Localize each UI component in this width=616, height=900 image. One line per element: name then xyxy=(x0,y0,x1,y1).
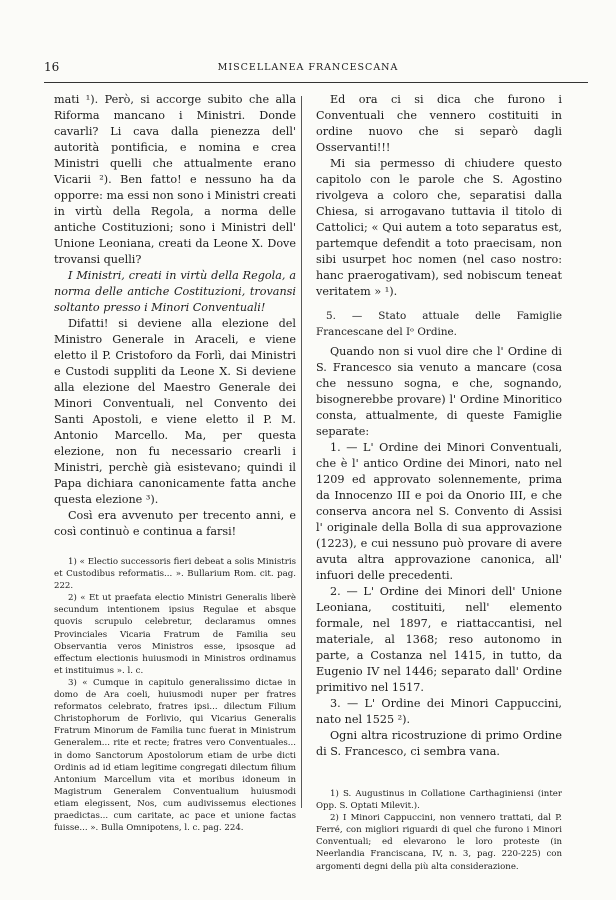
left-footnotes xyxy=(54,556,296,834)
left-paragraph-1: mati ¹). Però, si accorge subito che alla Riforma mancano i Ministri. Donde cavarli? Li cava dalla pienezza dell' autorità pontificia, e nomina e crea Ministri quelli che attualmente erano Vicarii ²). Ben fatto! e nessuno ha da opporre: ma essi non sono i Ministri creati in virtù della Regola, a norma delle antiche Costituzioni; sono i Ministri dell' Unione Leoniana, creati da Leone X. Dove trovansi quelli? xyxy=(54,93,296,266)
right-column xyxy=(316,92,562,873)
right-paragraph-2: Mi sia permesso di chiudere questo capitolo con le parole che S. Agostino rivolgeva a coloro che, separatisi dalla Chiesa, si arrogavano tuttavia il titolo di Cattolici; « Qui autem a toto separatus est, partemque defendit a toto praecisam, non sibi usurpet hoc nomen (nel caso nostro: hanc praerogativam), sed nobiscum teneat veritatem » ¹). xyxy=(316,157,562,298)
section-heading: 5. — Stato attuale delle Famiglie Francescane del Iᵒ Ordine. xyxy=(316,310,562,338)
right-paragraph-3: Quando non si vuol dire che l' Ordine di S. Francesco sia venuto a mancare (cosa che nessuno sogna, e che, sognando, bisognerebbe provare) l' Ordine Minoritico consta, attualmente, di queste Famiglie separate: xyxy=(316,345,562,438)
left-paragraph-3: Difatti! si deviene alla elezione del Ministro Generale in Araceli, e viene eletto il P. Cristoforo da Forlì, dai Ministri e Custodi suppliti da Leone X. Si deviene alla elezione del Maestro Generale dei Minori Conventuali, nel Convento dei Santi Apostoli, e viene eletto il P. M. Antonio Marcello. Ma, per questa elezione, non fu necessario crearli i Ministri, perchè già esistevano; quindi il Papa dichiara canonicamente fatta anche questa elezione ³). xyxy=(54,317,296,506)
left-paragraph-2: I Ministri, creati in virtù della Regola, a norma delle antiche Costituzioni, trovansi soltanto presso i Minori Conventuali! xyxy=(54,269,296,314)
list-item-1: 1. — L' Ordine dei Minori Conventuali, che è l' antico Ordine dei Minori, nato nel 1209 ed approvato solennemente, prima da Innocenzo III e poi da Onorio III, e che conserva ancora nel S. Convento di Assisi l' originale della Bolla di sua approvazione (1223), e cui nessuno può provare di avere avuta altra approvazione canonica, all' infuori delle precedenti. xyxy=(316,441,562,582)
list-item-3: 3. — L' Ordine dei Minori Cappuccini, nato nel 1525 ²). xyxy=(316,697,562,726)
column-divider xyxy=(301,96,302,808)
left-paragraph-4: Così era avvenuto per trecento anni, e così continuò e continua a farsi! xyxy=(54,509,296,538)
page-number: 16 xyxy=(44,60,60,74)
footnote-right-2: 2) I Minori Cappuccini, non vennero trattati, dal P. Ferré, con migliori riguardi di quel che furono i Minori Conventuali; ed elevarono le loro proteste (in Neerlandia Franciscana, IV, n. 3, pag. 220-225) con argomenti degni della più alta considerazione. xyxy=(316,813,562,872)
left-column xyxy=(54,92,296,834)
footnote-left-2: 2) « Et ut praefata electio Ministri Generalis liberè secundum intentionem ipsius Regulae et absque quovis scrupulo celebretur, declaramus omnes Provinciales Vicaria Fratrum de Familia seu Observantia veros Ministros esse, ipsosque ad effectum electionis huiusmodi in Ministros ordinamus et instituimus ». l. c. xyxy=(54,593,296,676)
list-item-2: 2. — L' Ordine dei Minori dell' Unione Leoniana, costituiti, nell' elemento formale, nel 1897, e riattaccantisi, nel materiale, al 1368; reso autonomo in parte, a Costanza nel 1415, in tutto, da Eugenio IV nel 1446; separato dall' Ordine primitivo nel 1517. xyxy=(316,585,562,694)
right-paragraph-1: Ed ora ci si dica che furono i Conventuali che vennero costituiti in ordine nuovo che si separò dagli Osservanti!!! xyxy=(316,93,562,154)
footnote-left-3: 3) « Cumque in capitulo generalissimo dictae in domo de Ara coeli, huiusmodi nuper per fratres reformatos celebrato, fratres ipsi... dilectum Filium Christophorum de Forlivio, qui Vicarius Generalis Fratrum Minorum de Familia tunc fuerat in Ministrum Generalem... rite et recte; fratres vero Conventuales... in domo Sanctorum Apostolorum etiam de urbe dicti Ordinis ad id etiam legitime congregati dilectum filium Antonium Marcellum vita et moribus idoneum in Magistrum Generalem Conventualium huiusmodi etiam elegissent, Nos, cum audivissemus electiones praedictas... cum caritate, ac pace et unione factas fuisse... ». Bulla Omnipotens, l. c. pag. 224. xyxy=(54,677,296,834)
right-paragraph-4: Ogni altra ricostruzione di primo Ordine di S. Francesco, ci sembra vana. xyxy=(316,729,562,758)
footnote-left-1: 1) « Electio successoris fieri debeat a solis Ministris et Custodibus reformatis... ». Bullarium Rom. cit. pag. 222. xyxy=(54,557,296,592)
footnote-right-1: 1) S. Augustinus in Collatione Carthaginiensi (inter Opp. S. Optati Milevit.). xyxy=(316,789,562,812)
header-rule xyxy=(44,82,588,83)
running-title: MISCELLANEA FRANCESCANA xyxy=(217,62,399,73)
